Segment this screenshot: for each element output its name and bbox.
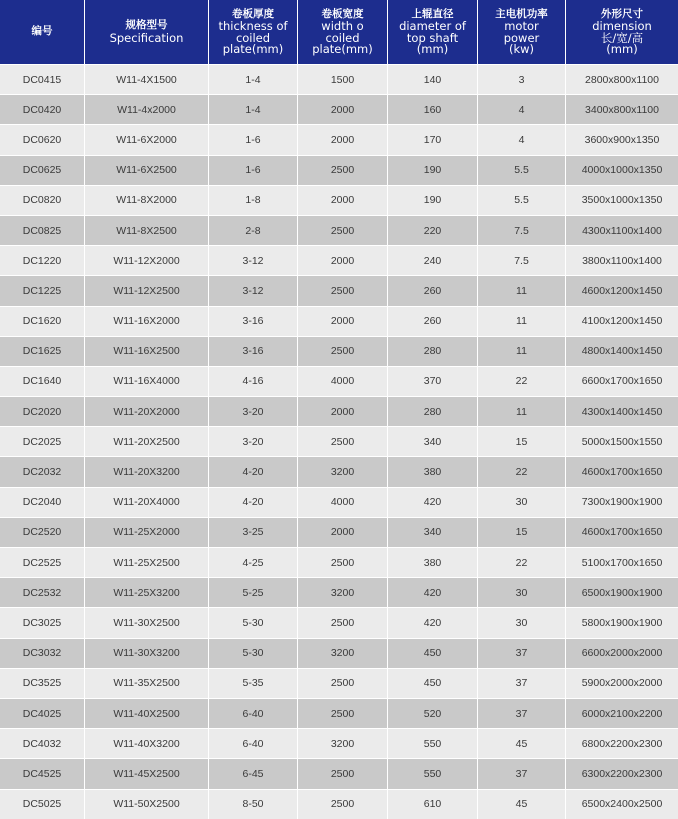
cell-shaft-diameter: 450 — [388, 668, 478, 698]
cell-width: 2500 — [298, 275, 388, 305]
header-cell-model-no: 编号 — [0, 0, 85, 64]
cell-model-no: DC3525 — [0, 668, 85, 698]
table-row — [0, 698, 678, 728]
cell-width: 2000 — [298, 124, 388, 154]
table-row — [0, 245, 678, 275]
cell-specification: W11-35X2500 — [85, 668, 209, 698]
cell-motor-power: 11 — [478, 275, 566, 305]
cell-dimension: 3600x900x1350 — [566, 124, 678, 154]
header-cell-specification: 规格型号 Specification — [85, 0, 209, 64]
cell-specification: W11-40X3200 — [85, 728, 209, 758]
cell-specification: W11-40X2500 — [85, 698, 209, 728]
cell-motor-power: 15 — [478, 517, 566, 547]
header-cell-shaft-diameter: 上辊直径 diameter of top shaft (mm) — [388, 0, 478, 64]
cell-specification: W11-25X3200 — [85, 577, 209, 607]
table-row — [0, 547, 678, 577]
cell-motor-power: 30 — [478, 487, 566, 517]
table-row — [0, 306, 678, 336]
cell-thickness: 6-45 — [209, 758, 298, 788]
cell-specification: W11-25X2000 — [85, 517, 209, 547]
cell-shaft-diameter: 420 — [388, 577, 478, 607]
cell-specification: W11-25X2500 — [85, 547, 209, 577]
cell-width: 2000 — [298, 94, 388, 124]
table-row — [0, 607, 678, 637]
cell-specification: W11-20X4000 — [85, 487, 209, 517]
cell-shaft-diameter: 420 — [388, 607, 478, 637]
cell-specification: W11-20X3200 — [85, 456, 209, 486]
cell-motor-power: 7.5 — [478, 215, 566, 245]
table-header — [0, 0, 678, 64]
cell-shaft-diameter: 520 — [388, 698, 478, 728]
cell-motor-power: 5.5 — [478, 155, 566, 185]
cell-specification: W11-4X1500 — [85, 64, 209, 94]
cell-thickness: 4-16 — [209, 366, 298, 396]
cell-model-no: DC1620 — [0, 306, 85, 336]
cell-specification: W11-12X2000 — [85, 245, 209, 275]
cell-dimension: 4600x1700x1650 — [566, 456, 678, 486]
cell-thickness: 3-12 — [209, 275, 298, 305]
cell-specification: W11-45X2500 — [85, 758, 209, 788]
cell-thickness: 4-20 — [209, 487, 298, 517]
cell-thickness: 4-20 — [209, 456, 298, 486]
cell-motor-power: 11 — [478, 396, 566, 426]
cell-shaft-diameter: 190 — [388, 155, 478, 185]
cell-thickness: 5-30 — [209, 638, 298, 668]
table-row — [0, 789, 678, 819]
table-row — [0, 758, 678, 788]
cell-shaft-diameter: 340 — [388, 426, 478, 456]
cell-model-no: DC4525 — [0, 758, 85, 788]
cell-dimension: 6600x1700x1650 — [566, 366, 678, 396]
cell-motor-power: 30 — [478, 607, 566, 637]
cell-motor-power: 37 — [478, 758, 566, 788]
cell-thickness: 1-6 — [209, 155, 298, 185]
table-row — [0, 94, 678, 124]
cell-model-no: DC0625 — [0, 155, 85, 185]
cell-width: 2500 — [298, 789, 388, 819]
cell-motor-power: 11 — [478, 336, 566, 366]
cell-thickness: 4-25 — [209, 547, 298, 577]
cell-dimension: 6600x2000x2000 — [566, 638, 678, 668]
header-cell-thickness: 卷板厚度 thickness of coiled plate(mm) — [209, 0, 298, 64]
cell-dimension: 4100x1200x1450 — [566, 306, 678, 336]
cell-dimension: 6500x1900x1900 — [566, 577, 678, 607]
table-row — [0, 668, 678, 698]
cell-dimension: 5000x1500x1550 — [566, 426, 678, 456]
cell-width: 1500 — [298, 64, 388, 94]
table-row — [0, 336, 678, 366]
cell-model-no: DC2532 — [0, 577, 85, 607]
cell-model-no: DC0820 — [0, 185, 85, 215]
cell-thickness: 1-8 — [209, 185, 298, 215]
cell-motor-power: 37 — [478, 638, 566, 668]
table-row — [0, 366, 678, 396]
cell-model-no: DC1220 — [0, 245, 85, 275]
cell-shaft-diameter: 140 — [388, 64, 478, 94]
cell-dimension: 7300x1900x1900 — [566, 487, 678, 517]
cell-shaft-diameter: 260 — [388, 306, 478, 336]
cell-thickness: 3-16 — [209, 306, 298, 336]
cell-model-no: DC4032 — [0, 728, 85, 758]
cell-model-no: DC4025 — [0, 698, 85, 728]
cell-specification: W11-20X2000 — [85, 396, 209, 426]
cell-width: 2500 — [298, 215, 388, 245]
cell-shaft-diameter: 420 — [388, 487, 478, 517]
cell-motor-power: 37 — [478, 698, 566, 728]
table-row — [0, 577, 678, 607]
header-cell-width: 卷板宽度 width o coiled plate(mm) — [298, 0, 388, 64]
cell-width: 2000 — [298, 396, 388, 426]
cell-dimension: 6800x2200x2300 — [566, 728, 678, 758]
cell-shaft-diameter: 340 — [388, 517, 478, 547]
table-row — [0, 638, 678, 668]
cell-model-no: DC2525 — [0, 547, 85, 577]
cell-model-no: DC2520 — [0, 517, 85, 547]
cell-shaft-diameter: 170 — [388, 124, 478, 154]
table-row — [0, 396, 678, 426]
cell-specification: W11-20X2500 — [85, 426, 209, 456]
cell-width: 2000 — [298, 517, 388, 547]
cell-width: 2500 — [298, 668, 388, 698]
cell-specification: W11-30X3200 — [85, 638, 209, 668]
cell-dimension: 4800x1400x1450 — [566, 336, 678, 366]
table-row — [0, 456, 678, 486]
cell-dimension: 4600x1700x1650 — [566, 517, 678, 547]
cell-thickness: 1-4 — [209, 64, 298, 94]
cell-width: 2500 — [298, 336, 388, 366]
cell-width: 3200 — [298, 728, 388, 758]
cell-model-no: DC2025 — [0, 426, 85, 456]
cell-width: 2000 — [298, 245, 388, 275]
cell-specification: W11-16X4000 — [85, 366, 209, 396]
cell-thickness: 3-20 — [209, 396, 298, 426]
cell-dimension: 5100x1700x1650 — [566, 547, 678, 577]
table-row — [0, 64, 678, 94]
table-row — [0, 215, 678, 245]
cell-specification: W11-6X2000 — [85, 124, 209, 154]
cell-width: 2500 — [298, 155, 388, 185]
cell-width: 3200 — [298, 638, 388, 668]
cell-motor-power: 15 — [478, 426, 566, 456]
cell-thickness: 1-4 — [209, 94, 298, 124]
cell-model-no: DC0825 — [0, 215, 85, 245]
cell-dimension: 5900x2000x2000 — [566, 668, 678, 698]
cell-shaft-diameter: 280 — [388, 336, 478, 366]
cell-dimension: 4600x1200x1450 — [566, 275, 678, 305]
cell-model-no: DC2040 — [0, 487, 85, 517]
cell-motor-power: 45 — [478, 728, 566, 758]
cell-dimension: 4300x1400x1450 — [566, 396, 678, 426]
cell-model-no: DC0415 — [0, 64, 85, 94]
cell-shaft-diameter: 550 — [388, 758, 478, 788]
cell-specification: W11-16X2500 — [85, 336, 209, 366]
cell-motor-power: 22 — [478, 547, 566, 577]
cell-dimension: 4000x1000x1350 — [566, 155, 678, 185]
cell-motor-power: 37 — [478, 668, 566, 698]
cell-specification: W11-50X2500 — [85, 789, 209, 819]
cell-shaft-diameter: 370 — [388, 366, 478, 396]
cell-dimension: 5800x1900x1900 — [566, 607, 678, 637]
cell-thickness: 5-25 — [209, 577, 298, 607]
cell-shaft-diameter: 380 — [388, 456, 478, 486]
table-row — [0, 426, 678, 456]
cell-width: 3200 — [298, 577, 388, 607]
cell-motor-power: 5.5 — [478, 185, 566, 215]
cell-shaft-diameter: 380 — [388, 547, 478, 577]
cell-dimension: 4300x1100x1400 — [566, 215, 678, 245]
cell-model-no: DC1225 — [0, 275, 85, 305]
cell-motor-power: 4 — [478, 94, 566, 124]
cell-specification: W11-12X2500 — [85, 275, 209, 305]
cell-width: 3200 — [298, 456, 388, 486]
cell-shaft-diameter: 280 — [388, 396, 478, 426]
cell-specification: W11-6X2500 — [85, 155, 209, 185]
cell-thickness: 2-8 — [209, 215, 298, 245]
cell-motor-power: 45 — [478, 789, 566, 819]
cell-width: 4000 — [298, 366, 388, 396]
table-row — [0, 487, 678, 517]
cell-dimension: 2800x800x1100 — [566, 64, 678, 94]
header-cell-motor-power: 主电机功率 motor power (kw) — [478, 0, 566, 64]
table-row — [0, 728, 678, 758]
cell-specification: W11-8X2000 — [85, 185, 209, 215]
cell-motor-power: 3 — [478, 64, 566, 94]
cell-model-no: DC3032 — [0, 638, 85, 668]
cell-thickness: 3-16 — [209, 336, 298, 366]
cell-dimension: 3800x1100x1400 — [566, 245, 678, 275]
cell-shaft-diameter: 190 — [388, 185, 478, 215]
cell-thickness: 8-50 — [209, 789, 298, 819]
cell-thickness: 3-12 — [209, 245, 298, 275]
cell-width: 2500 — [298, 547, 388, 577]
cell-thickness: 3-25 — [209, 517, 298, 547]
cell-dimension: 6300x2200x2300 — [566, 758, 678, 788]
cell-motor-power: 7.5 — [478, 245, 566, 275]
table-row — [0, 275, 678, 305]
cell-thickness: 5-35 — [209, 668, 298, 698]
cell-specification: W11-30X2500 — [85, 607, 209, 637]
cell-width: 4000 — [298, 487, 388, 517]
cell-dimension: 3400x800x1100 — [566, 94, 678, 124]
header-cell-dimension: 外形尺寸 dimension 长/宽/高 (mm) — [566, 0, 678, 64]
cell-shaft-diameter: 220 — [388, 215, 478, 245]
cell-specification: W11-16X2000 — [85, 306, 209, 336]
cell-shaft-diameter: 550 — [388, 728, 478, 758]
cell-motor-power: 22 — [478, 456, 566, 486]
header-row — [0, 0, 678, 64]
table-row — [0, 124, 678, 154]
cell-dimension: 6500x2400x2500 — [566, 789, 678, 819]
cell-thickness: 6-40 — [209, 698, 298, 728]
cell-shaft-diameter: 260 — [388, 275, 478, 305]
cell-model-no: DC0420 — [0, 94, 85, 124]
cell-thickness: 5-30 — [209, 607, 298, 637]
cell-motor-power: 22 — [478, 366, 566, 396]
cell-dimension: 6000x2100x2200 — [566, 698, 678, 728]
cell-model-no: DC1640 — [0, 366, 85, 396]
cell-motor-power: 11 — [478, 306, 566, 336]
cell-dimension: 3500x1000x1350 — [566, 185, 678, 215]
cell-width: 2500 — [298, 758, 388, 788]
cell-width: 2500 — [298, 426, 388, 456]
table-row — [0, 185, 678, 215]
cell-width: 2500 — [298, 607, 388, 637]
cell-thickness: 6-40 — [209, 728, 298, 758]
cell-shaft-diameter: 240 — [388, 245, 478, 275]
cell-shaft-diameter: 610 — [388, 789, 478, 819]
cell-model-no: DC1625 — [0, 336, 85, 366]
cell-model-no: DC5025 — [0, 789, 85, 819]
cell-width: 2500 — [298, 698, 388, 728]
cell-shaft-diameter: 450 — [388, 638, 478, 668]
cell-model-no: DC0620 — [0, 124, 85, 154]
cell-shaft-diameter: 160 — [388, 94, 478, 124]
cell-motor-power: 4 — [478, 124, 566, 154]
cell-model-no: DC3025 — [0, 607, 85, 637]
table-row — [0, 517, 678, 547]
cell-model-no: DC2020 — [0, 396, 85, 426]
cell-model-no: DC2032 — [0, 456, 85, 486]
cell-width: 2000 — [298, 185, 388, 215]
table-row — [0, 155, 678, 185]
table-body — [0, 64, 678, 819]
cell-motor-power: 30 — [478, 577, 566, 607]
cell-specification: W11-4x2000 — [85, 94, 209, 124]
cell-thickness: 1-6 — [209, 124, 298, 154]
cell-thickness: 3-20 — [209, 426, 298, 456]
cell-specification: W11-8X2500 — [85, 215, 209, 245]
cell-width: 2000 — [298, 306, 388, 336]
